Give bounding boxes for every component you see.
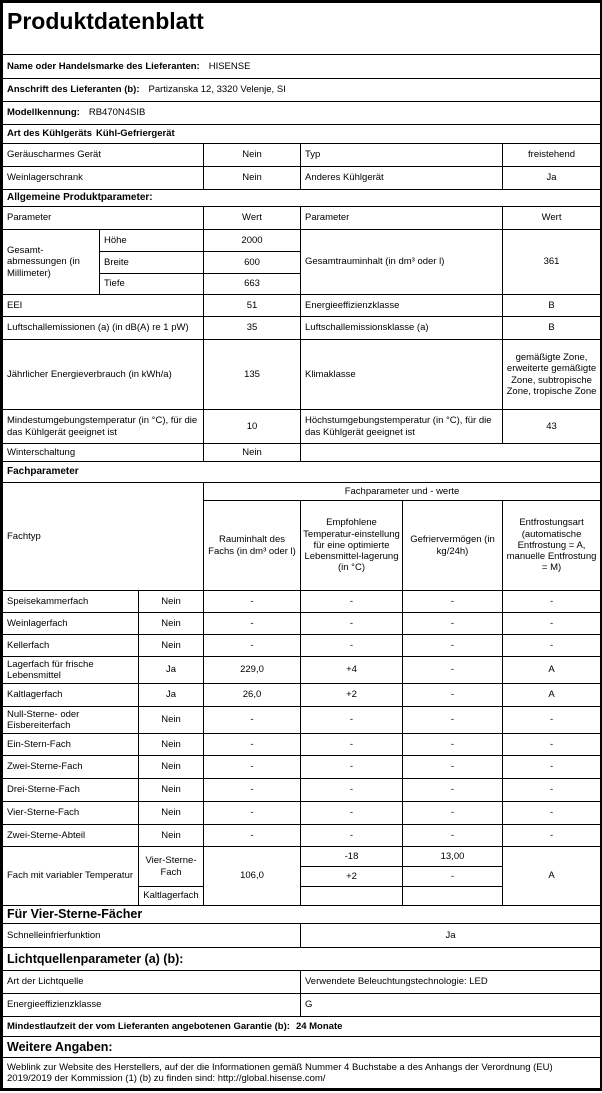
section-title-four-star: Für Vier-Sterne-Fächer — [3, 906, 601, 924]
fach-temp: -18 — [301, 847, 403, 867]
fach-label: Zwei-Sterne-Fach — [3, 756, 139, 779]
warranty-cell — [3, 1017, 601, 1037]
column-header: Rauminhalt des Fachs (in dm³ oder l) — [204, 501, 301, 591]
weblink-text: Weblink zur Website des Herstellers, auf der die Informationen gemäß Nummer 4 Buchstabe a des Anhangs der Verordnung (EU) 2019/2019 der Kommission (1) (b) zu finden sind: http://global.hisense.com/ — [3, 1058, 601, 1089]
fach-freeze: - — [403, 684, 503, 707]
supplier-address-label: Anschrift des Lieferanten (b): — [7, 84, 140, 96]
param-label: Höchstumgebungstemperatur (in °C), für die das Kühlgerät geeignet ist — [301, 410, 503, 444]
supplier-name-label: Name oder Handelsmarke des Lieferanten: — [7, 60, 200, 72]
fach-freeze: - — [403, 657, 503, 684]
empty-cell — [301, 887, 403, 906]
fach-present: Nein — [139, 825, 204, 847]
fach-present: Nein — [139, 734, 204, 756]
fach-defrost: - — [503, 613, 601, 635]
param-value: freistehend — [503, 144, 601, 167]
table-row — [3, 340, 601, 410]
column-header: Parameter — [301, 207, 503, 230]
section-header-row — [3, 906, 601, 924]
param-label: Anderes Kühlgerät — [301, 167, 503, 190]
fach-volume: - — [204, 756, 301, 779]
section-header-row — [3, 1037, 601, 1058]
fach-volume: 229,0 — [204, 657, 301, 684]
total-volume-value: 361 — [503, 230, 601, 295]
fach-present: Nein — [139, 779, 204, 802]
weblink-row — [3, 1058, 601, 1089]
fach-subheader-row — [3, 483, 601, 501]
variable-subtype: Vier-Sterne-Fach — [139, 847, 204, 887]
fach-row — [3, 707, 601, 734]
fach-label: Vier-Sterne-Fach — [3, 802, 139, 825]
param-value: G — [301, 994, 601, 1017]
fach-defrost: A — [503, 657, 601, 684]
column-header: Gefriervermögen (in kg/24h) — [403, 501, 503, 591]
param-value: Nein — [204, 144, 301, 167]
param-label: Art der Lichtquelle — [3, 971, 301, 994]
section-header-row — [3, 948, 601, 971]
column-header: Wert — [503, 207, 601, 230]
param-label: Energieeffizienzklasse — [3, 994, 301, 1017]
param-value: B — [503, 317, 601, 340]
table-row — [3, 167, 601, 190]
fach-label: Kaltlagerfach — [3, 684, 139, 707]
param-value: 35 — [204, 317, 301, 340]
table-row — [3, 444, 601, 462]
param-value: Ja — [301, 924, 601, 948]
empty-cell — [301, 444, 601, 462]
fach-present: Ja — [139, 684, 204, 707]
fach-temp: - — [301, 756, 403, 779]
dimension-value: 600 — [204, 252, 301, 274]
fach-defrost: - — [503, 756, 601, 779]
dimension-value: 2000 — [204, 230, 301, 252]
fach-present: Nein — [139, 756, 204, 779]
model-row — [3, 102, 601, 125]
dimension-name: Breite — [100, 252, 204, 274]
param-label: Energieeffizienzklasse — [301, 295, 503, 317]
fach-temp: - — [301, 591, 403, 613]
dimension-name: Tiefe — [100, 274, 204, 295]
warranty-row — [3, 1017, 601, 1037]
fach-label: Lagerfach für frische Lebensmittel — [3, 657, 139, 684]
model-value: RB470N4SIB — [88, 107, 146, 119]
param-label: EEI — [3, 295, 204, 317]
appliance-type-value: Kühl-Gefriergerät — [96, 128, 175, 140]
fach-present: Nein — [139, 802, 204, 825]
param-value: gemäßigte Zone, erweiterte gemäßigte Zone, subtropische Zone, tropische Zone — [503, 340, 601, 410]
fach-temp: - — [301, 825, 403, 847]
fach-temp: +2 — [301, 867, 403, 887]
fach-row — [3, 613, 601, 635]
supplier-address-cell — [3, 79, 601, 102]
fach-freeze: - — [403, 591, 503, 613]
dimensions-label: Gesamt-abmessungen (in Millimeter) — [3, 230, 100, 295]
param-label: Typ — [301, 144, 503, 167]
supplier-name-cell — [3, 55, 601, 79]
fach-label: Weinlagerfach — [3, 613, 139, 635]
param-value: B — [503, 295, 601, 317]
fach-volume: - — [204, 825, 301, 847]
fach-volume: - — [204, 802, 301, 825]
fach-defrost: - — [503, 802, 601, 825]
fach-label: Speisekammerfach — [3, 591, 139, 613]
param-value: Verwendete Beleuchtungstechnologie: LED — [301, 971, 601, 994]
table-row — [3, 410, 601, 444]
fach-volume: - — [204, 591, 301, 613]
fach-volume: - — [204, 635, 301, 657]
title-row — [3, 3, 601, 55]
fach-defrost: - — [503, 779, 601, 802]
fach-label: Drei-Sterne-Fach — [3, 779, 139, 802]
variable-subtype: Kaltlagerfach — [139, 887, 204, 906]
param-value: 135 — [204, 340, 301, 410]
fach-row — [3, 635, 601, 657]
fach-freeze: - — [403, 613, 503, 635]
fach-defrost: A — [503, 847, 601, 906]
supplier-name-value: HISENSE — [208, 60, 251, 72]
fach-temp: - — [301, 613, 403, 635]
appliance-type-label: Art des Kühlgeräts — [7, 128, 92, 140]
column-header: Parameter — [3, 207, 204, 230]
total-volume-label: Gesamtrauminhalt (in dm³ oder l) — [301, 230, 503, 295]
fach-temp: - — [301, 779, 403, 802]
fach-volume: - — [204, 613, 301, 635]
fach-defrost: - — [503, 734, 601, 756]
fach-temp: +2 — [301, 684, 403, 707]
column-header: Entfrostungsart (automatische Entfrostung = A, manuelle Entfrostung = M) — [503, 501, 601, 591]
table-row — [3, 924, 601, 948]
page-title: Produktdatenblatt — [3, 3, 601, 55]
fach-temp: - — [301, 707, 403, 734]
fach-label: Ein-Stern-Fach — [3, 734, 139, 756]
fach-volume: - — [204, 734, 301, 756]
fach-defrost: - — [503, 591, 601, 613]
fach-row — [3, 779, 601, 802]
fach-freeze: - — [403, 756, 503, 779]
fach-defrost: A — [503, 684, 601, 707]
fach-freeze: - — [403, 734, 503, 756]
fach-label: Fach mit variabler Temperatur — [3, 847, 139, 906]
fach-temp: +4 — [301, 657, 403, 684]
fach-volume: 26,0 — [204, 684, 301, 707]
fach-row — [3, 734, 601, 756]
param-value: 10 — [204, 410, 301, 444]
section-header-row — [3, 190, 601, 207]
fach-volume: - — [204, 779, 301, 802]
variable-temp-row — [3, 847, 601, 867]
dimension-value: 663 — [204, 274, 301, 295]
fach-temp: - — [301, 635, 403, 657]
fach-row — [3, 657, 601, 684]
fach-defrost: - — [503, 707, 601, 734]
fach-label: Null-Sterne- oder Eisbereiterfach — [3, 707, 139, 734]
table-row — [3, 317, 601, 340]
fach-volume: - — [204, 707, 301, 734]
fach-row — [3, 756, 601, 779]
param-label: Schnelleinfrierfunktion — [3, 924, 301, 948]
fach-subheader: Fachparameter und - werte — [204, 483, 601, 501]
fach-freeze: - — [403, 867, 503, 887]
param-value: Ja — [503, 167, 601, 190]
fach-label: Kellerfach — [3, 635, 139, 657]
param-label: Klimaklasse — [301, 340, 503, 410]
param-value: 51 — [204, 295, 301, 317]
param-value: 43 — [503, 410, 601, 444]
appliance-type-row — [3, 125, 601, 144]
warranty-label: Mindestlaufzeit der vom Lieferanten angebotenen Garantie (b): — [7, 1020, 290, 1032]
fach-freeze: - — [403, 707, 503, 734]
section-title-light: Lichtquellenparameter (a) (b): — [3, 948, 601, 971]
fach-defrost: - — [503, 635, 601, 657]
fachtyp-header: Fachtyp — [3, 483, 204, 591]
appliance-type-cell — [3, 125, 601, 144]
datasheet-table — [2, 2, 601, 1089]
column-header: Empfohlene Temperatur-einstellung für eine optimierte Lebensmittel-lagerung (in °C) — [301, 501, 403, 591]
supplier-address-row — [3, 79, 601, 102]
section-header-row — [3, 462, 601, 483]
fach-row — [3, 825, 601, 847]
param-label: Weinlagerschrank — [3, 167, 204, 190]
fach-freeze: - — [403, 635, 503, 657]
fach-freeze: - — [403, 802, 503, 825]
param-label: Winterschaltung — [3, 444, 204, 462]
fach-temp: - — [301, 802, 403, 825]
param-value: Nein — [204, 167, 301, 190]
param-label: Jährlicher Energieverbrauch (in kWh/a) — [3, 340, 204, 410]
fach-freeze: 13,00 — [403, 847, 503, 867]
supplier-address-value: Partizanska 12, 3320 Velenje, SI — [148, 84, 286, 96]
supplier-name-row — [3, 55, 601, 79]
fach-label: Zwei-Sterne-Abteil — [3, 825, 139, 847]
model-label: Modellkennung: — [7, 107, 80, 119]
dimension-name: Höhe — [100, 230, 204, 252]
fach-freeze: - — [403, 825, 503, 847]
param-value: Nein — [204, 444, 301, 462]
param-label: Luftschallemissionen (a) (in dB(A) re 1 pW) — [3, 317, 204, 340]
section-title-fach: Fachparameter — [3, 462, 601, 483]
fach-row — [3, 802, 601, 825]
warranty-value: 24 Monate — [295, 1020, 343, 1032]
table-row — [3, 295, 601, 317]
fach-defrost: - — [503, 825, 601, 847]
fach-temp: - — [301, 734, 403, 756]
fach-freeze: - — [403, 779, 503, 802]
fach-present: Nein — [139, 635, 204, 657]
empty-cell — [403, 887, 503, 906]
section-title-general: Allgemeine Produktparameter: — [3, 190, 601, 207]
section-title-more: Weitere Angaben: — [3, 1037, 601, 1058]
param-label: Mindestumgebungstemperatur (in °C), für die das Kühlgerät geeignet ist — [3, 410, 204, 444]
fach-row — [3, 684, 601, 707]
param-label: Luftschallemissionsklasse (a) — [301, 317, 503, 340]
fach-present: Ja — [139, 657, 204, 684]
table-row — [3, 144, 601, 167]
dimensions-row — [3, 230, 601, 252]
fach-row — [3, 591, 601, 613]
column-header-row — [3, 207, 601, 230]
fach-volume: 106,0 — [204, 847, 301, 906]
table-row — [3, 994, 601, 1017]
fach-present: Nein — [139, 591, 204, 613]
fach-present: Nein — [139, 707, 204, 734]
table-row — [3, 971, 601, 994]
model-cell — [3, 102, 601, 125]
column-header: Wert — [204, 207, 301, 230]
fach-present: Nein — [139, 613, 204, 635]
param-label: Geräuscharmes Gerät — [3, 144, 204, 167]
